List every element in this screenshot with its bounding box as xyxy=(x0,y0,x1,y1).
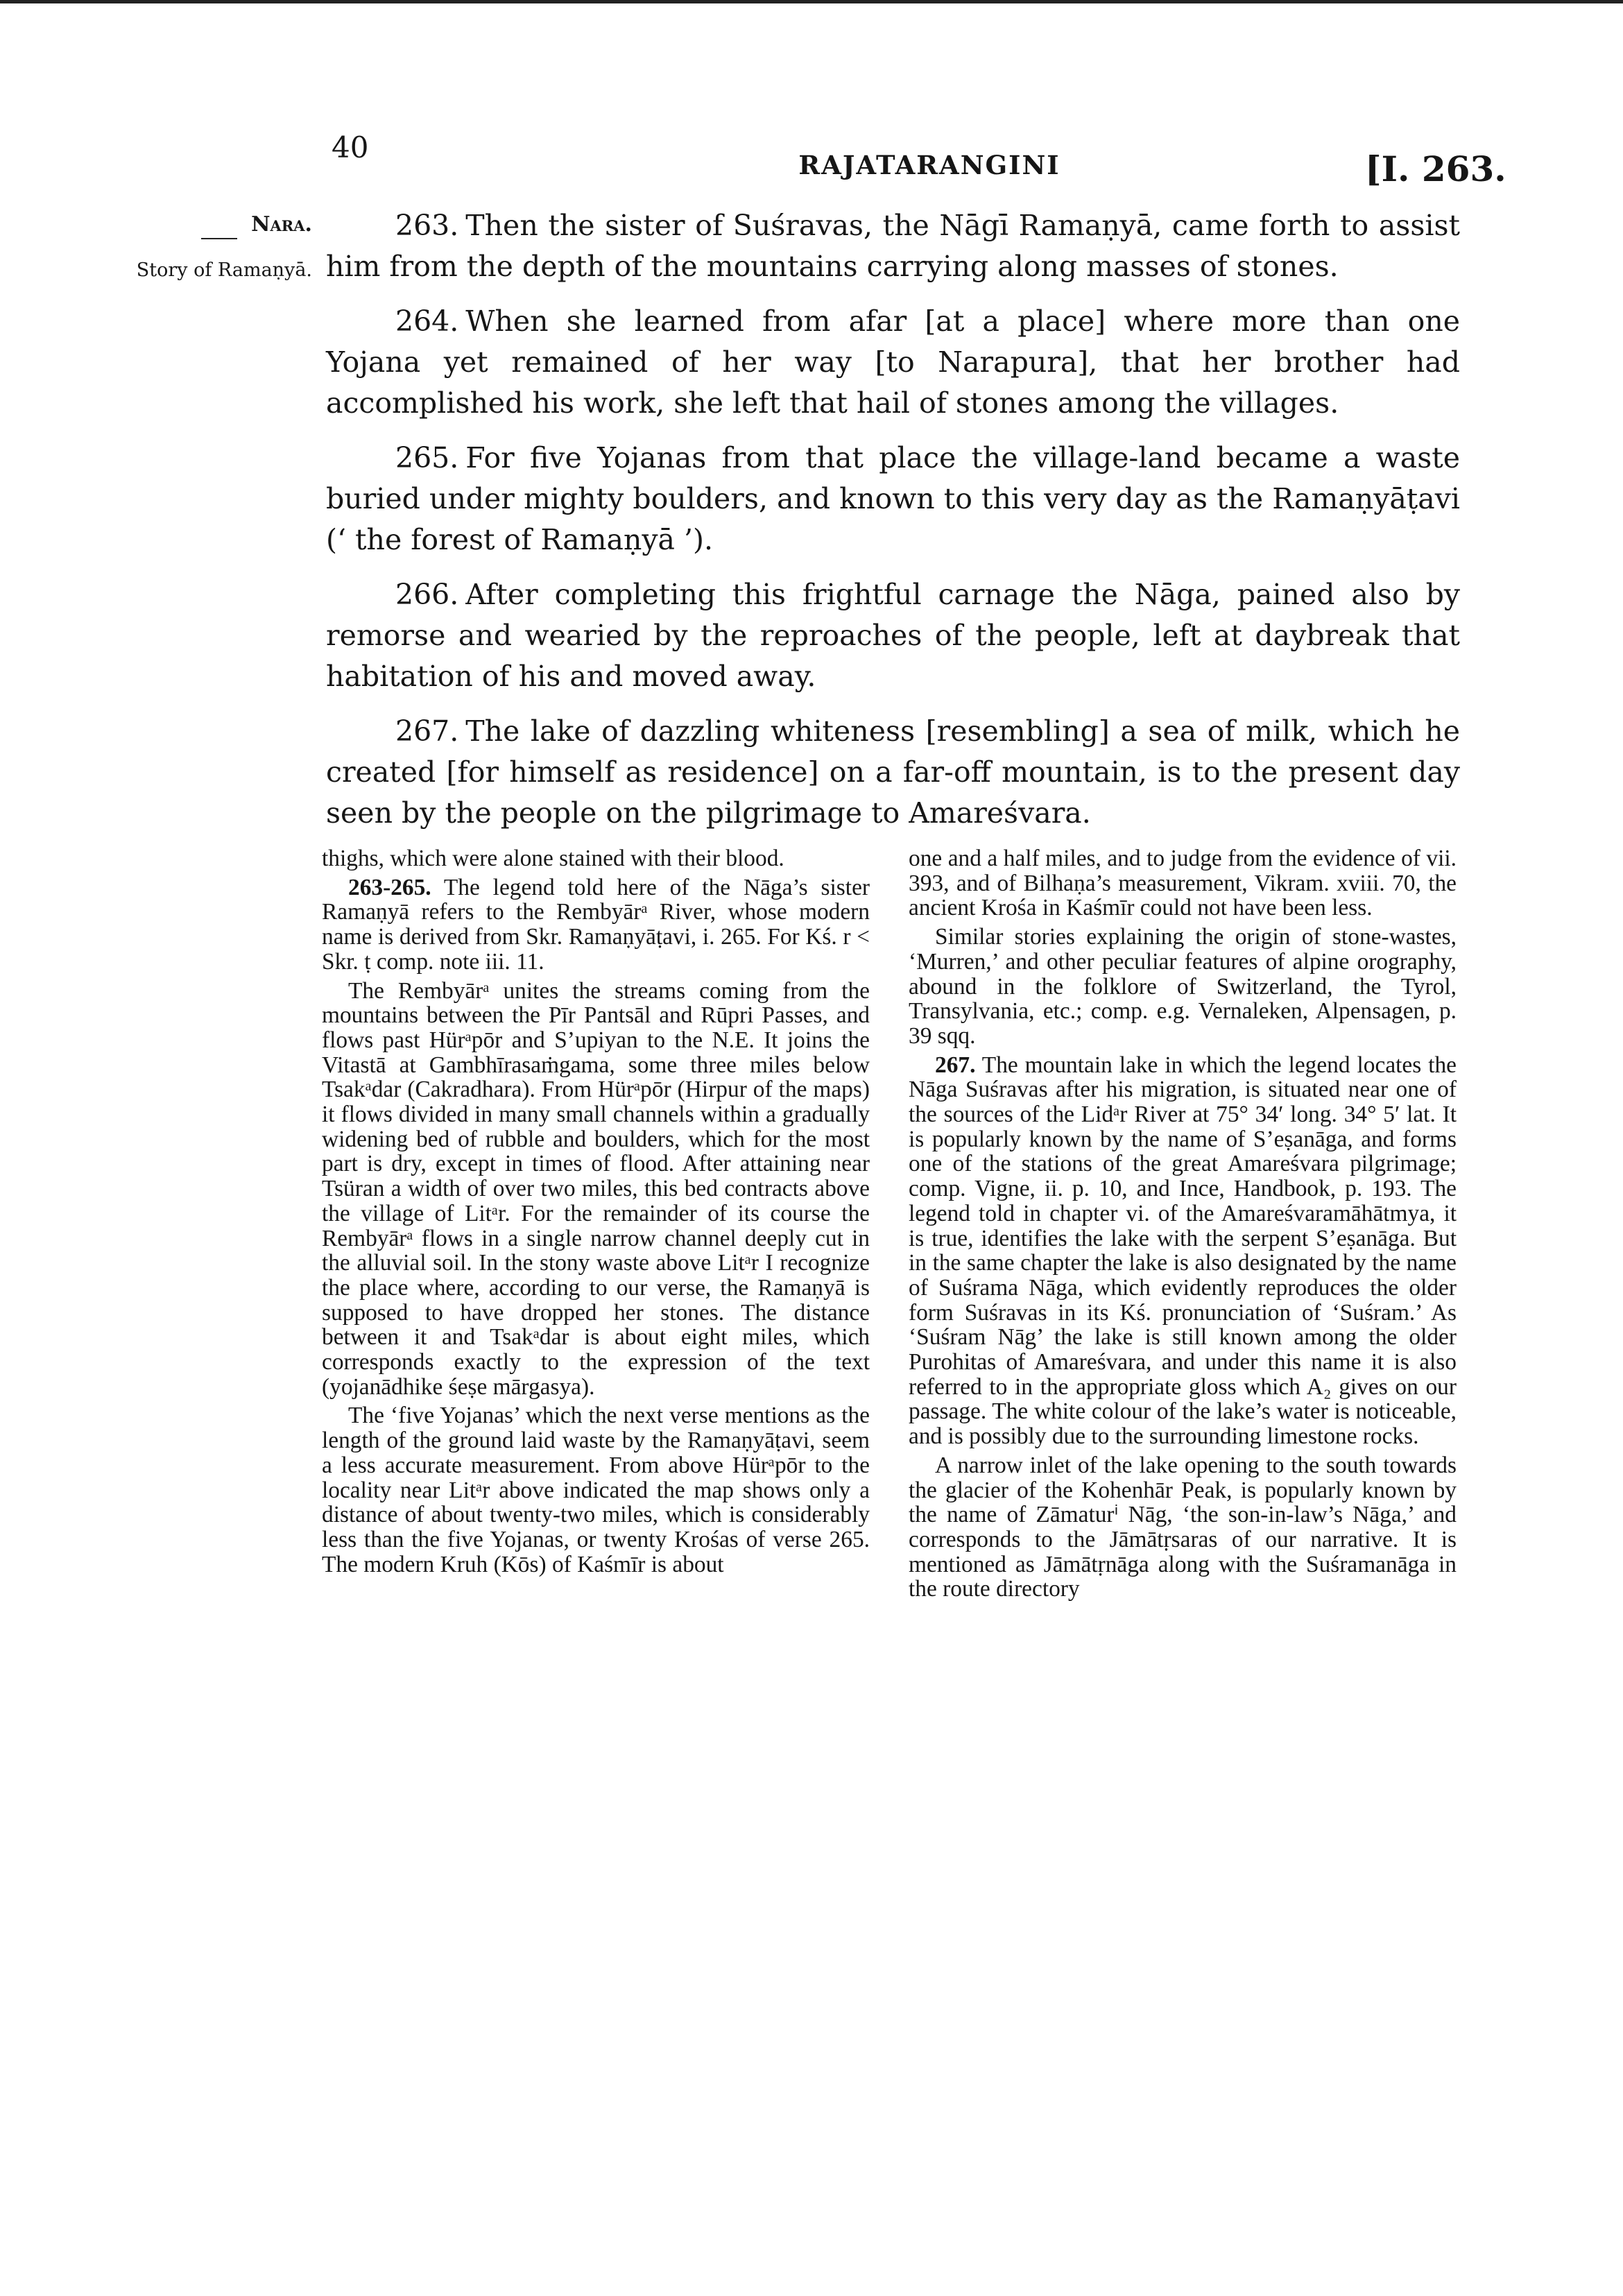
note-paragraph xyxy=(909,1453,1457,1602)
running-title: RAJATARANGINI xyxy=(798,150,1060,180)
note-number: 263-265. xyxy=(348,874,431,900)
verse-text: Then the sister of Suśravas, the Nāgī Ramaṇyā, came forth to assist him from the depth of the mountains carrying along masses of stones. xyxy=(326,209,1460,283)
note-paragraph xyxy=(322,1403,870,1577)
note-text: The legend told here of the Nāga’s sister Ramaṇyā refers to the Rembyārᵃ River, whose modern name is derived from Skr. Ramaṇyāṭavi, i. 265. For Kś. r < Skr. ṭ comp. note iii. 11. xyxy=(322,874,870,975)
verse-number: 264. xyxy=(395,305,459,338)
note-text: thighs, which were alone stained with their blood. xyxy=(322,846,784,871)
note-paragraph xyxy=(322,846,870,871)
verse-number: 266. xyxy=(395,578,459,611)
note-paragraph xyxy=(322,979,870,1400)
note-paragraph xyxy=(909,846,1457,920)
top-edge-rule xyxy=(0,0,1623,3)
verse-number: 267. xyxy=(395,714,459,748)
margin-note-topic: Story of Ramaṇyā. xyxy=(136,259,312,281)
note-text: The ‘five Yojanas’ which the next verse mentions as the length of the ground laid waste by the Ramaṇyāṭavi, seem a less accurate measurement. From above Hürᵃpōr to the locality near Litᵃr above indicated the map shows only a distance of about twenty-two miles, which is considerably less than the five Yojanas, or twenty Krośas of verse 265. The modern Kruh (Kōs) of Kaśmīr is about xyxy=(322,1403,870,1577)
verse-paragraph xyxy=(326,574,1460,697)
margin-note-kind: Nara. xyxy=(251,212,312,237)
page-number: 40 xyxy=(332,130,369,164)
verse-paragraph xyxy=(326,438,1460,560)
note-paragraph xyxy=(909,925,1457,1049)
section-reference: [I. 263. xyxy=(1365,148,1506,189)
verse-number: 263. xyxy=(395,209,459,242)
note-text: Similar stories explaining the origin of stone-wastes, ‘Murren,’ and other peculiar features of alpine orography, abound in the folklore of Switzerland, the Tyrol, Transylvania, etc.; comp. e.g. Vernaleken, Alpensagen, p. 39 sqq. xyxy=(909,924,1457,1049)
note-text: The Rembyārᵃ unites the streams coming from the mountains between the Pīr Pantsāl and Rūpri Passes, and flows past Hürᵃpōr and S’upiyan to the N.E. It joins the Vitastā at Gambhīrasaṁgama, some three miles below Tsakᵃdar (Cakradhara). From Hürᵃpōr (Hirpur of the maps) it flows divided in many small channels within a gradually widening bed of rubble and boulders, which for the most part is dry, except in times of flood. After attaining near Tsüran a width of over two miles, this bed contracts above the village of Litᵃr. For the remainder of its course the Rembyārᵃ flows in a single narrow channel deeply cut in the alluvial soil. In the stony waste above Litᵃr I recognize the place where, according to our verse, the Ramaṇyā is supposed to have dropped her stones. The distance between it and Tsakᵃdar is about eight miles, which corresponds exactly to the expression of the text (yojanādhike śeṣe mārgasya). xyxy=(322,977,870,1400)
note-paragraph xyxy=(322,875,870,975)
verse-paragraph xyxy=(326,301,1460,424)
verse-paragraph xyxy=(326,205,1460,287)
margin-note-rule xyxy=(201,238,237,239)
note-text: A narrow inlet of the lake opening to the south towards the glacier of the Kohenhār Peak, is popularly known by the name of Zāmaturⁱ Nāg, ‘the son-in-law’s Nāga,’ and corresponds to the Jāmātṛsaras of our narrative. It is mentioned as Jāmātṛnāga along with the Suśramanāga in the route directory xyxy=(909,1452,1457,1602)
note-text: The mountain lake in which the legend locates the Nāga Suśravas after his migration, is situated near one of the sources of the Lidᵃr River at 75° 34′ long. 34° 5′ lat. It is popularly known by the name of S’eṣanāga, and forms one of the stations of the great Amareśvara pilgrimage; comp. Vigne, ii. p. 10, and Ince, Handbook, p. 193. The legend told in chapter vi. of the Amareśvaramāhātmya, it is true, identifies the lake with the serpent S’eṣanāga. But in the same chapter the lake is also designated by the name of Suśrama Nāga, which evidently reproduces the older form Suśravas in its Kś. pronunciation of ‘Suśram.’ As ‘Suśram Nāg’ the lake is still known among the older Purohitas of Amareśvara, and under this name it is also referred to in the appropriate gloss which A₂ gives on our passage. The white colour of the lake’s water is noticeable, and is possibly due to the surrounding limestone rocks. xyxy=(909,1052,1457,1450)
verse-text: For five Yojanas from that place the village-land became a waste buried under mighty boulders, and known to this very day as the Ramaṇyāṭavi (‘ the forest of Ramaṇyā ’). xyxy=(326,441,1460,556)
verse-text: When she learned from afar [at a place] where more than one Yojana yet remained of her way [to Narapura], that her brother had accomplished his work, she left that hail of stones among the villages. xyxy=(326,305,1460,420)
verse-paragraph xyxy=(326,711,1460,834)
note-number: 267. xyxy=(935,1052,976,1078)
verse-text-block xyxy=(326,205,1460,848)
note-text: one and a half miles, and to judge from the evidence of vii. 393, and of Bilhaṇa’s measurement, Vikram. xviii. 70, the ancient Krośa in Kaśmīr could not have been less. xyxy=(909,846,1457,921)
verse-number: 265. xyxy=(395,441,459,474)
notes-column-right xyxy=(909,846,1457,1606)
notes-column-left xyxy=(322,846,870,1581)
note-paragraph xyxy=(909,1053,1457,1449)
verse-text: The lake of dazzling whiteness [resembling] a sea of milk, which he created [for himself as residence] on a far-off mountain, is to the present day seen by the people on the pilgrimage to Amareśvara. xyxy=(326,714,1460,830)
verse-text: After completing this frightful carnage the Nāga, pained also by remorse and wearied by the reproaches of the people, left at daybreak that habitation of his and moved away. xyxy=(326,578,1460,693)
